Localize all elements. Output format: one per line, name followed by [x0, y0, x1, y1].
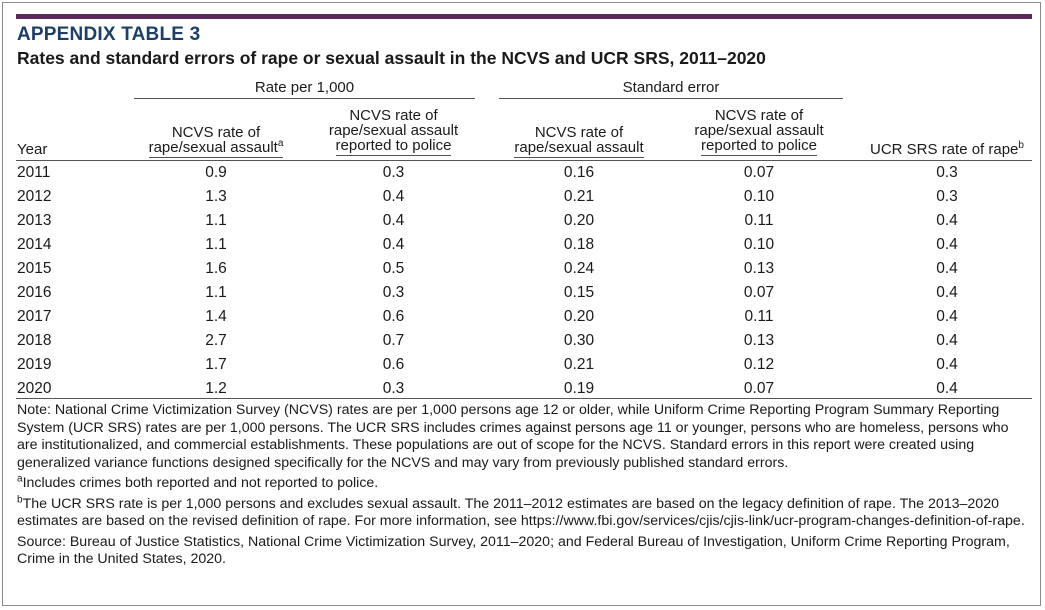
table-row [16, 185, 1032, 209]
cell-ncvs-rate-reported: 0.5 [382, 260, 405, 277]
cell-ncvs-rate: 1.7 [205, 356, 227, 373]
footnote-a: $^a$Includes crimes both reported and not reported to police. [17, 473, 379, 491]
source-text: Source: Bureau of Justice Statistics, National Crime Victimization Survey, 2011–2020; and Federal Bureau of Investigation, Uniform Crime Reporting Program, Crime in the United States, 2020. [17, 533, 1010, 567]
header-line: reported to police [701, 137, 817, 154]
cell-ncvs-se: 0.21 [563, 188, 595, 205]
cell-year: 2013 [17, 212, 52, 229]
cell-ncvs-rate: 1.4 [205, 308, 227, 325]
cell-year: 2019 [17, 356, 52, 373]
header-line: NCVS rate of [714, 107, 804, 124]
cell-ncvs-rate-reported: 0.6 [382, 308, 405, 325]
cell-ncvs-rate-reported: 0.4 [382, 236, 405, 253]
cell-ncvs-rate: 1.1 [205, 284, 227, 301]
cell-ncvs-se: 0.18 [563, 236, 595, 253]
group-header-standard-error: Standard error [499, 79, 843, 99]
cell-ucr-rate: 0.4 [936, 260, 958, 277]
cell-ncvs-se: 0.15 [563, 284, 595, 301]
cell-ncvs-rate: 1.1 [205, 212, 227, 229]
cell-year: 2011 [17, 164, 51, 181]
cell-ncvs-rate: 0.9 [205, 164, 227, 181]
cell-ncvs-rate: 1.2 [205, 380, 227, 397]
cell-ucr-rate: 0.3 [936, 188, 958, 205]
header-line: rape/sexual assault [328, 122, 459, 139]
column-header-ncvs-rate-reported [312, 108, 475, 153]
cell-ncvs-rate-reported: 0.4 [382, 188, 405, 205]
column-header-ncvs-rate [134, 125, 298, 155]
cell-ncvs-se-reported: 0.10 [743, 188, 775, 205]
cell-ncvs-se-reported: 0.11 [744, 212, 774, 229]
table-notes [17, 402, 1027, 569]
table-row [16, 257, 1032, 281]
cell-ncvs-se: 0.30 [563, 332, 595, 349]
header-line: rape/sexual assault [514, 139, 644, 156]
cell-ncvs-rate-reported: 0.6 [382, 356, 405, 373]
cell-ncvs-rate-reported: 0.4 [382, 212, 405, 229]
cell-ncvs-se: 0.19 [563, 380, 595, 397]
cell-year: 2018 [17, 332, 52, 349]
table-row [16, 161, 1032, 185]
cell-year: 2020 [17, 380, 52, 397]
table-row [16, 281, 1032, 305]
cell-ncvs-se-reported: 0.12 [743, 356, 775, 373]
table-row [16, 353, 1032, 377]
cell-ncvs-se-reported: 0.13 [743, 332, 775, 349]
cell-year: 2014 [17, 236, 52, 253]
table-title: Rates and standard errors of rape or sexual assault in the NCVS and UCR SRS, 2011–2020 [17, 48, 766, 68]
cell-ncvs-se-reported: 0.13 [743, 260, 775, 277]
cell-year: 2016 [17, 284, 52, 301]
footnote-b: $^b$The UCR SRS rate is per 1,000 persons and excludes sexual assault. The 2011–2012 estimates are based on the legacy definition of rape. The 2013–2020 estimates are based on the revised definition of rape. For more information, see https://www.fbi.gov/services/cjis/cjis-link/ucr-program-changes-definition-of-rape. [17, 493, 1025, 529]
cell-ncvs-rate-reported: 0.3 [382, 284, 405, 301]
column-header-ucr-rate: UCR SRS rate of rape$^b$ [870, 140, 1024, 158]
column-header-ncvs-se-reported [675, 108, 843, 153]
cell-ncvs-rate: 1.1 [205, 236, 227, 253]
footnote-marker-b: b [1018, 140, 1024, 151]
header-line: rape/sexual assault$^a$ [148, 138, 284, 156]
cell-year: 2015 [17, 260, 52, 277]
top-accent-rule [16, 14, 1032, 19]
cell-ucr-rate: 0.4 [936, 284, 958, 301]
cell-ncvs-rate-reported: 0.3 [382, 164, 405, 181]
header-line: NCVS rate of [349, 107, 438, 124]
cell-ncvs-se: 0.24 [563, 260, 595, 277]
cell-ucr-rate: 0.4 [936, 212, 958, 229]
cell-year: 2017 [17, 308, 52, 325]
cell-ncvs-se: 0.21 [563, 356, 595, 373]
cell-ncvs-se-reported: 0.07 [743, 164, 775, 181]
table-row [16, 233, 1032, 257]
cell-ncvs-se-reported: 0.07 [743, 380, 775, 397]
cell-ncvs-se: 0.16 [563, 164, 595, 181]
cell-ucr-rate: 0.4 [936, 380, 958, 397]
table-row [16, 305, 1032, 329]
cell-ncvs-se-reported: 0.11 [744, 308, 774, 325]
cell-ncvs-se-reported: 0.10 [743, 236, 775, 253]
cell-year: 2012 [17, 188, 52, 205]
column-header-ncvs-se [499, 125, 659, 155]
cell-ncvs-se-reported: 0.07 [743, 284, 775, 301]
table-label: APPENDIX TABLE 3 [17, 24, 201, 45]
header-line: NCVS rate of [534, 124, 624, 141]
footnote-marker-a: a [277, 138, 284, 149]
cell-ucr-rate: 0.4 [936, 236, 958, 253]
footer-rule [16, 398, 1032, 399]
cell-ucr-rate: 0.4 [936, 356, 958, 373]
cell-ncvs-rate: 2.7 [205, 332, 227, 349]
cell-ncvs-se: 0.20 [563, 308, 595, 325]
cell-ncvs-se: 0.20 [563, 212, 595, 229]
cell-ucr-rate: 0.4 [936, 332, 958, 349]
header-line: rape/sexual assault [694, 122, 824, 139]
header-line: NCVS rate of [171, 124, 261, 141]
cell-ncvs-rate-reported: 0.7 [382, 332, 405, 349]
cell-ucr-rate: 0.4 [936, 308, 958, 325]
note-text: Note: National Crime Victimization Survey (NCVS) rates are per 1,000 persons age 12 or older, while Uniform Crime Reporting Program Summary Reporting System (UCR SRS) rates are per 1,000 persons. The UCR SRS includes crimes against persons age 11 or younger, persons who are homeless, persons who are institutionalized, and commercial establishments. These populations are out of scope for the NCVS. Standard errors in this report were created using generalized variance functions designed specifically for the NCVS and may vary from previously published standard errors. [17, 402, 1009, 471]
column-header-year: Year [17, 141, 48, 158]
header-line: reported to police [335, 137, 452, 154]
cell-ncvs-rate: 1.6 [205, 260, 227, 277]
cell-ncvs-rate: 1.3 [205, 188, 227, 205]
cell-ncvs-rate-reported: 0.3 [382, 380, 405, 397]
group-header-rate: Rate per 1,000 [134, 79, 475, 99]
table-body [16, 161, 1032, 401]
cell-ucr-rate: 0.3 [936, 164, 958, 181]
table-row [16, 329, 1032, 353]
table-row [16, 209, 1032, 233]
